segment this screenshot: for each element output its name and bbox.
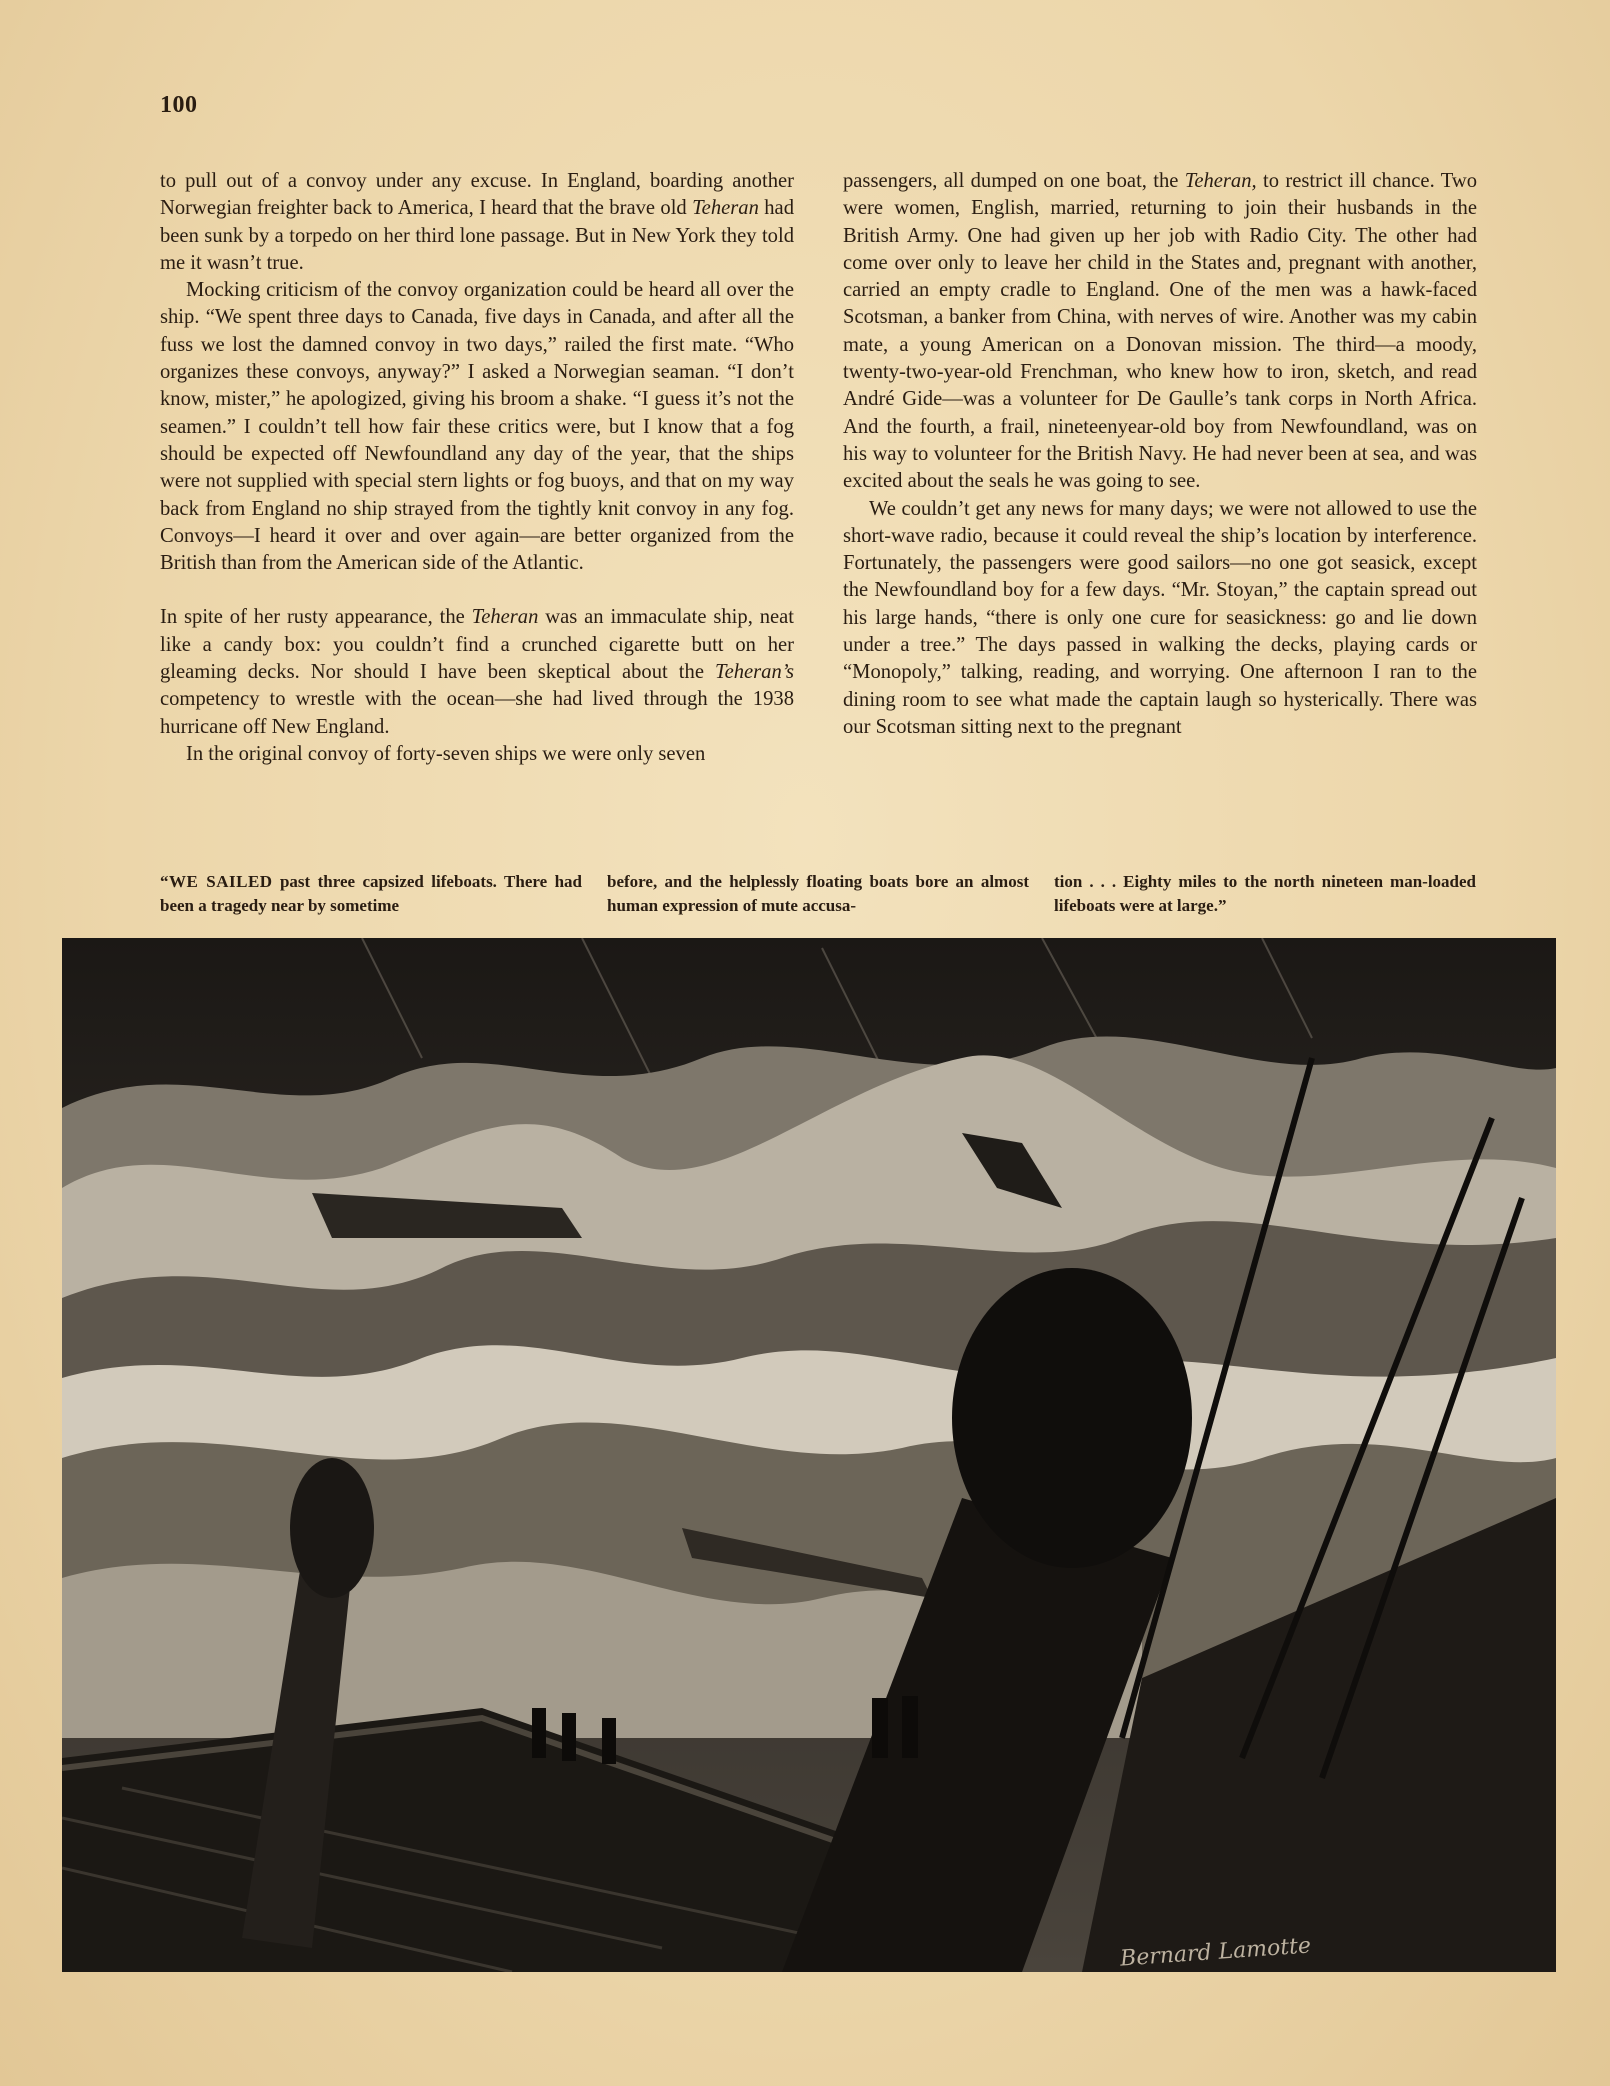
page-number: 100 bbox=[160, 92, 198, 118]
caption-column: tion . . . Eighty miles to the north nineteen man-loaded lifeboats were at large.” bbox=[1054, 872, 1476, 915]
paragraph: We couldn’t get any news for many days; we were not allowed to use the short-wave radio, because it could reveal the ship’s location by interference. Fortunately, the passengers were good sailors—no one got seasick, except the Newfoundland boy for a few days. “Mr. Stoyan,” the captain spread out his large hands, “there is only one cure for seasickness: go and lie down under a tree.” The days passed in walking the decks, playing cards or “Monopoly,” talking, reading, and worrying. One afternoon I ran to the dining room to see what made the captain laugh so hysterically. There was our Scotsman sitting next to the pregnant bbox=[843, 497, 1477, 738]
ship-name: Teheran’s bbox=[715, 661, 794, 684]
paragraph: passengers, all dumped on one boat, the Teheran, to restrict ill chance. Two were women, English, married, returning to join their husbands in the British Army. One had given up her job with Radio City. The other had come over only to leave her child in the States and, pregnant with another, carried an empty cradle to England. One of the men was a hawk-faced Scotsman, a banker from China, with nerves of wire. Another was my cabin mate, a young American on a Donovan mission. The third—a moody, twenty-two-year-old Frenchman, who knew how to iron, sketch, and read André Gide—was a volunteer for De Gaulle’s tank corps in North Africa. And the fourth, a frail, nineteenyear-old boy from Newfoundland, was on his way to volunteer for the British Navy. He had never been at sea, and was excited about the seals he was going to see. bbox=[843, 170, 1478, 493]
ship-name: Teheran, bbox=[1184, 170, 1257, 192]
article-column-left bbox=[160, 168, 794, 768]
artist-signature: Bernard Lamotte bbox=[1119, 1933, 1312, 1972]
caption-column: before, and the helplessly floating boats bore an almost human expression of mute accusa- bbox=[607, 872, 1029, 915]
paragraph: In the original convoy of forty-seven ships we were only seven bbox=[186, 742, 706, 765]
illustration-caption bbox=[160, 870, 1476, 918]
storm-sea-illustration bbox=[62, 938, 1556, 1972]
ventilator-right-cowl bbox=[952, 1268, 1192, 1568]
ship-name: Teheran bbox=[471, 606, 539, 629]
caption-column: “WE SAILED past three capsized lifeboats. There had been a tragedy near by sometime bbox=[160, 872, 582, 915]
illustration-artwork bbox=[62, 938, 1556, 1972]
ventilator-left-cowl bbox=[290, 1458, 374, 1598]
caption-lead: “WE SAILED bbox=[160, 872, 273, 891]
paragraph: Mocking criticism of the convoy organization could be heard all over the ship. “We spent three days to Canada, five days in Canada, and after all the fuss we lost the damned convoy in two days,” railed the first mate. “Who organizes these convoys, anyway?” I asked a Norwegian seaman. “I don’t know, mister,” he apologized, giving his broom a shake. “I guess it’s not the seamen.” I couldn’t tell how fair these critics were, but I know that a fog should be expected off Newfoundland any day of the year, that the ships were not supplied with special stern lights or fog buoys, and that on my way back from England no ship strayed from the tightly knit convoy in any fog. Convoys—I heard it over and over again—are better organized from the British than from the American side of the Atlantic. bbox=[160, 279, 794, 575]
ship-name: Teheran bbox=[692, 197, 759, 220]
article-column-right bbox=[843, 168, 1477, 741]
paragraph: In spite of her rusty appearance, the Teheran was an immaculate ship, neat like a candy box: you couldn’t find a crunched cigarette butt on her gleaming decks. Nor should I have been skeptical about the Teheran’s competency to wrestle with the ocean—she had lived through the 1938 hurricane off New England. bbox=[160, 606, 795, 738]
paragraph: to pull out of a convoy under any excuse. In England, boarding another Norwegian freighter back to America, I heard that the brave old Teheran had been sunk by a torpedo on her third lone passage. But in New York they told me it wasn’t true. bbox=[160, 170, 794, 274]
